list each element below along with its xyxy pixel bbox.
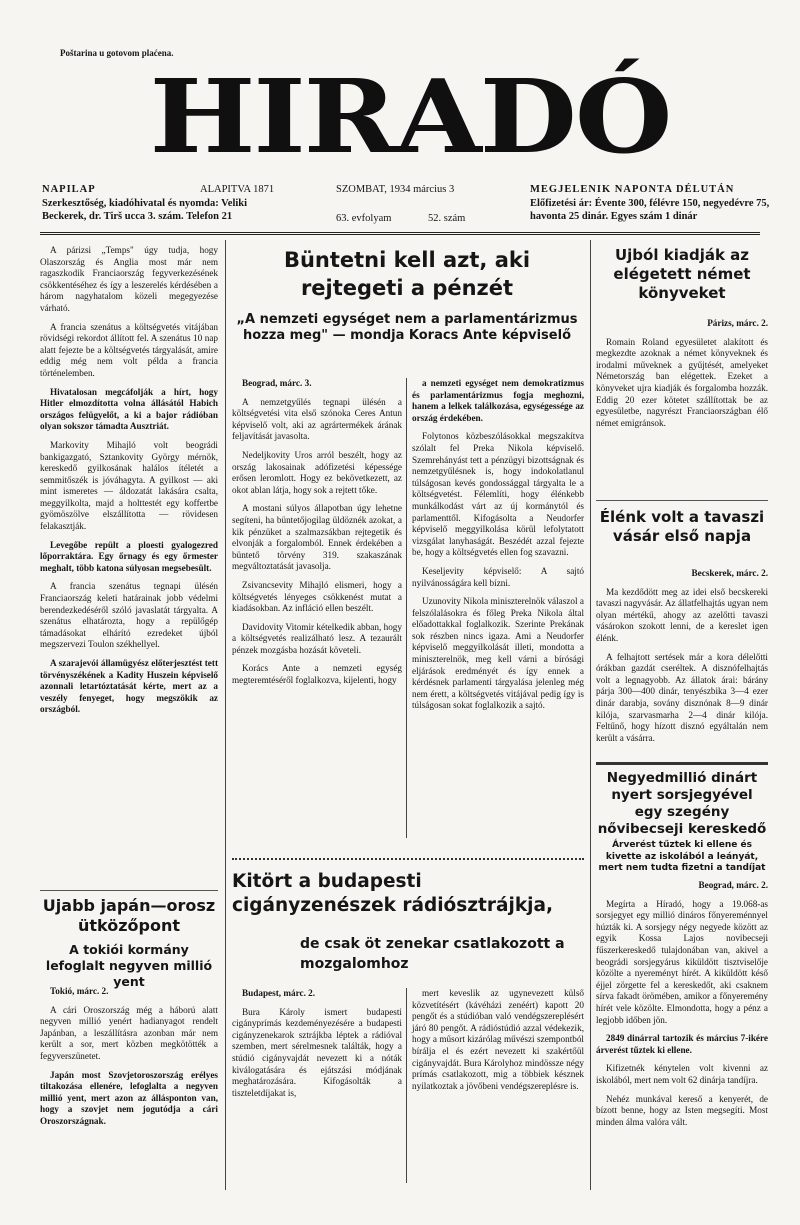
- paragraph: Davidovity Vitomir kételkedik abban, hogy a költségvetés realizálható lesz. A tezaurált pénzek mozgásba hozását követeli.: [232, 621, 402, 655]
- volume: 63. evfolyam: [336, 213, 392, 224]
- dateline: Beograd, márc. 2.: [698, 880, 768, 890]
- divider: [596, 762, 768, 765]
- left-column: [40, 245, 218, 723]
- lottery-subheadline: Árverést tűztek ki ellene és kivette az iskolából a leányát, mert nem tudta fizetni a tandíjat: [598, 840, 766, 873]
- paragraph: A mostani súlyos állapotban úgy lehetne segíteni, ha büntetőjogilag üldöznék azokat, a kik pénzüket a szalmazsákban rejtegetik és elvonják a forgalomból. Ennek érdekében a büntető törvény 319. szakaszának megváltoztatását javasolja.: [232, 503, 402, 572]
- paragraph: Megírta a Híradó, hogy a 19.068-as sorsjegyet egy millió dináros főnyereménnyel húzták ki. A sorsjegy négy negyede között az egyik Kossa Lajos novibecseji fűszerkereskedő tulajdonában van, akivel a beográdi sorsjegyárus kiküldött tisztviselője közölte a nyereményt hírét. A kiküldött késő éjjel zörgette fel a kereskedőt, aki csaknem sírva fakadt örömében, amikor a főnyeremény hírét vele közölte. Elmondotta, hogy a pénz a legjobb időben jön.: [596, 898, 768, 1025]
- dateline: Becskerek, márc. 2.: [691, 568, 768, 578]
- column-rule: [590, 240, 591, 1190]
- paragraph: Keseljevity képviselő: A sajtó nyilvánosságára kell bízni.: [412, 565, 584, 588]
- column-rule: [225, 240, 226, 1190]
- news-item: Markovity Mihajló volt beográdi bankigazgató, Sztankovity György mérnök, kereskedő gyilkosának halálos ítéletét a semmitőszék is jóváhagyta. A gyilkost — aki mint ismeretes — áldozatát lakására csalta, meggyilkolta, majd a holttestét egy koffertbe gyömöszölve elszállította — rövidesen felakasztják.: [40, 439, 218, 532]
- publication-frequency: MEGJELENIK NAPONTA DÉLUTÁN: [530, 184, 735, 195]
- lottery-headline: Negyedmillió dinárt nyert sorsjegyével egy szegény nővibecseji kereskedő: [597, 770, 767, 837]
- dateline: Tokió, márc. 2.: [50, 986, 109, 996]
- dateline: Párizs, márc. 2.: [707, 318, 768, 328]
- dateline: Beograd, márc. 3.: [242, 378, 312, 388]
- market-headline: Élénk volt a tavaszi vásár első napja: [599, 508, 765, 545]
- strike-subheadline: de csak öt zenekar csatlakozott a mozgalomhoz: [300, 936, 565, 972]
- paragraph: Bura Károly ismert budapesti cigányprímás kezdeményezésére a budapesti cigányzenekarok sztrájkba léptek a rádióval szemben, mert sérelmesnek találták, hogy a stúdió cigányvajdát nevezett ki a nóták kiválogatására és ejátszási módjának meghatározására. Kifogásolták a tiszteletdíjakat is,: [232, 1006, 402, 1098]
- dateline: Budapest, márc. 2.: [242, 988, 316, 998]
- header-rule: [40, 232, 760, 235]
- postage-note: Poštarina u gotovom plaćena.: [60, 48, 174, 58]
- divider: [232, 858, 584, 860]
- divider: [40, 890, 218, 891]
- paragraph: mert keveslik az ugynevezett külső közvetítésért (kávéházi zenéért) kapott 20 pengőt és a stúdióban való vendégszereplésért járó 80 pengőt. A rádióstúdió azzal védekezik, hogy a műsort kizárólag művészi szempontból bírálja el és ezért nevezett ki szakértőül cigányvajdát. Bura Károlyhoz mindössze négy prímás csatlakozott, mig a többiek késznek nyilatkoztak a jövőbeni vendégszereplésre is.: [412, 988, 584, 1091]
- paragraph: Uzunovity Nikola miniszterelnök válaszol a felszólalásokra és főleg Preka Nikola által előadottakkal foglalkozik. Szerinte Prekának sok részben nincs igaza. Ami a Neudorfer képviselő meggyilkolását illeti, mondotta a miniszterelnök, meg kell várni a bírósági eljárások eredményét és így ennek a kérdésnek parlamenti tárgyalása jelenleg még nem érett, a költségvetés vitájával pedig így is túlságosan sokat foglalkozik a sajtó.: [412, 596, 584, 711]
- strike-col2: [412, 988, 584, 1099]
- news-item: A szarajevói államügyész előterjesztést tett törvényszékének a Kadity Huszein képviselő azonnali letartóztatását kérte, mert az a veszély fenyeget, hogy megszökik az országból.: [40, 658, 218, 715]
- napilap-label: NAPILAP: [42, 184, 96, 195]
- books-headline: Ujból kiadják az elégetett német könyveket: [613, 246, 751, 302]
- strike-headline: Kitört a budapesti cigányzenészek rádiósztrájkja,: [232, 871, 553, 916]
- founded-label: ALAPITVA 1871: [200, 184, 275, 195]
- market-article: [596, 568, 768, 751]
- paragraph: Korács Ante a nemzeti egység megteremtéséről foglalkozva, kijelenti, hogy: [232, 663, 402, 686]
- main-article-col1: [232, 378, 402, 694]
- masthead-title: HIRADÓ: [149, 58, 671, 177]
- lottery-article: [596, 880, 768, 1135]
- paragraph: Ma kezdődött meg az idei első becskereki tavaszi nagyvásár. Az állatfelhajtás ugyan nem olyan mértékű, ahogy az azelőtti tavaszi vásárokon szokott lenni, de a kereslet igen élénk.: [596, 586, 768, 643]
- news-item: A francia szenátus tegnapi ülésén Franciaország keleti határainak jobb védelmi berendezkedéséről szóló javaslatát tárgyalta. A szenátus elhatározta, hogy a repülőgép támadásokat elhárító ezredeket újból megszervezi Toulon székhellyel.: [40, 581, 218, 650]
- office-address: Szerkesztőség, kiadóhivatal és nyomda: Veliki Beckerek, dr. Tirš ucca 3. szám. Telefon 21: [42, 198, 248, 222]
- main-article-col2: [412, 378, 584, 719]
- column-rule: [406, 988, 407, 1183]
- japan-headline: Ujabb japán—orosz ütközőpont: [42, 896, 216, 935]
- news-item: Levegőbe repült a ploesti gyalogezred lőporraktára. Egy őrnagy és egy őrmester meghalt, több katona súlyosan megsebesült.: [40, 539, 218, 573]
- news-item: A párizsi „Temps" úgy tudja, hogy Olaszország és Anglia most már nem ragaszkodik Franciaország fegyverkezésének csökkentéséhez és így a leszerelés kérdésében a három nagyhatalom közeli megegyezése várható.: [40, 245, 218, 313]
- issue-number: 52. szám: [428, 213, 466, 224]
- paragraph: Japán most Szovjetoroszország erélyes tiltakozása ellenére, lefoglalta a negyven millió yent, mert azon az állásponton van, hogy a szovjet nem jogutódja a cári Oroszországnak.: [40, 1069, 218, 1126]
- issue-date: SZOMBAT, 1934 március 3: [336, 184, 455, 195]
- paragraph: A nemzetgyűlés tegnapi ülésén a költségvetési vita első szónoka Ceres Antun képviselő volt, aki az agrártermékek árának feljavítását javasolta.: [232, 396, 402, 442]
- paragraph: Romain Roland egyesületet alakított és megkezdte azoknak a német könyveknek és irodalmi műveknek a gyűjtését, amelyeket Németország ban elégettek. Ezeket a könyveket ujra kiadják és forgalomba hozzák. Eddig 20 ezer kötetet szállítottak be az egyesületbe, nagyrészt Franciaországban élő német emigránsok.: [596, 336, 768, 428]
- japan-subheadline: A tokiói kormány lefoglalt negyven millió yent: [45, 942, 213, 989]
- japan-article: [40, 986, 218, 1135]
- books-article: [596, 318, 768, 436]
- paragraph: Nedeljkovity Uros arról beszélt, hogy az ország lakosainak adófizetési képessége erősen leromlott. Hogy ez bekövetkezett, az okot ablan látja, hogy sok a rejtett tőke.: [232, 449, 402, 495]
- news-item: A francia szenátus a költségvetés vitájában rövidségi rekordot állított fel. A szenátus 10 nap alatt fejezte be a költségvetés tárgyalását, amire eddig még nem volt példa a francia történelemben.: [40, 321, 218, 378]
- paragraph: a nemzeti egységet nem demokratizmus és parlamentárizmus fogja meghozni, hanem a lelkek találkozása, egységessége az ország érdekében.: [412, 378, 584, 423]
- paragraph: Folytonos közbeszólásokkal megszakítva szólalt fel Preka Nikola képviselő. Szemrehányást tett a pénzügyi bizottságnak és nemzetgyűlésnek is, hogy indokolatlanul túlságosan kevés gondossággal tárgyalta le a költségvetést. Félemlíti, hogy élénkebb munkálkodást várt az új kormánytól és parlamenttől. Kifogásolta a Neudorfer képviselő meggyilkolása körül lefolytatott vizsgálat lanyhaságát. Beszédét azzal fejezte be, hogy a költségvetés ellen fog szavazni.: [412, 431, 584, 558]
- main-subheadline: „A nemzeti egységet nem a parlamentárizmus hozza meg" — mondja Koracs Ante képviselő: [236, 312, 578, 343]
- paragraph: Nehéz munkával kereső a kenyerét, de bízott benne, hogy az Isten megsegíti. Most minden álma valóra vált.: [596, 1093, 768, 1127]
- strike-col1: [232, 988, 402, 1106]
- divider: [596, 500, 768, 501]
- paragraph: Kifizetnék kénytelen volt kivenni az iskolából, mert nem volt 62 dinárja tandíjra.: [596, 1063, 768, 1085]
- main-headline: Büntetni kell azt, aki rejtegeti a pénzét: [283, 248, 531, 300]
- paragraph: 2849 dinárral tartozik és március 7-ikére árverést tűztek ki ellene.: [596, 1033, 768, 1055]
- paragraph: Zsivancsevity Mihajló elismeri, hogy a költségvetés lényeges csökkenést mutat a kiadásokban. Az infláció ellen beszélt.: [232, 579, 402, 614]
- column-rule: [406, 378, 407, 838]
- news-item: Hivatalosan megcáfolják a hírt, hogy Hitler elmozdította volna állásától Habich országos felügyelőt, a ki a bajor rádióban olyan sokszor támadta Ausztriát.: [40, 386, 218, 432]
- paragraph: A cári Oroszország még a háború alatt negyven millió yenért hadianyagot rendelt Japánban, a leszállításra azonban már nem került a sor, mert közben megkötötték a fegyverszünetet.: [40, 1004, 218, 1061]
- subscription-prices: Előfizetési ár: Évente 300, félévre 150, negyedévre 75, havonta 25 dinár. Egyes szám 1 dinár: [530, 198, 770, 222]
- paragraph: A felhajtott sertések már a kora délelőtti órákban gazdát cseréltek. A disznófelhajtás volt a legnagyobb. Az állatok árai: bárány párja 300—400 dinár, tenyészbika 3—4 ezer dinár darabja, sovány disznónak 8—9 dinár kilója, szarvasmarha 2—4 dinár kilója. Feltűnő, hogy hízott disznó egyáltalán nem került a vásárra.: [596, 651, 768, 743]
